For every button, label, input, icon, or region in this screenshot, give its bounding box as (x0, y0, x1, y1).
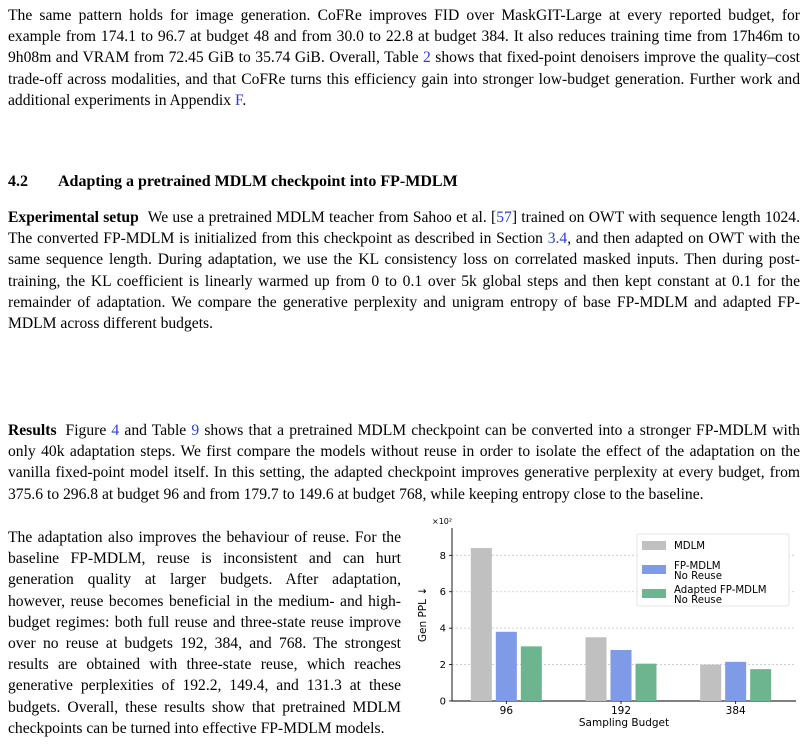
bar-1-192 (586, 637, 607, 701)
x-tick-label: 96 (499, 705, 514, 717)
p4-text: The adaptation also improves the behaviour of reuse. For the baseline FP-MDLM, reuse is inconsistent and can hurt generation quality at larger budgets. After adaptation, however, reuse becomes beneficial in the medium- and high-budget regimes: both full reuse and three-state reuse improve over no reuse at budgets 192, 384, and 768. The strongest results are obtained with three-state reuse, which reaches generative perplexities of 192.2, 149.4, and 131.3 at these budgets. Overall, these results show that pretrained MDLM checkpoints can be turned into effective FP-MDLM models. (8, 529, 401, 737)
y-tick-label: 8 (439, 550, 446, 562)
figure-ref-link[interactable]: 4 (111, 422, 120, 439)
p3-text-b: and Table (119, 422, 192, 439)
table-9-ref-link[interactable]: 9 (191, 422, 200, 439)
p3-text-c: shows that a pretrained MDLM checkpoint can be converted into a stronger FP-MDLM with only 40k adaptation steps. We first compare the models without reuse in order to isolate the effect of the adaptation on the vanilla fixed-point model itself. In this setting, the adapted checkpoint improves generative perplexity at every budget, from 375.6 to 296.8 at budget 96 and from 179.7 to 149.6 at budget 768, while keeping entropy close to the baseline. (8, 422, 800, 503)
bar-2-192 (611, 650, 632, 701)
paragraph-lead-results: Results (8, 422, 57, 439)
bar-1-96 (471, 548, 492, 701)
y-scale-label: ×10² (432, 517, 453, 526)
paragraph-lead-setup: Experimental setup (8, 209, 139, 226)
p3-text-a: Figure (65, 422, 112, 439)
legend-label: No Reuse (674, 571, 723, 582)
p1-text-b: shows that fixed-point denoisers improve the quality–cost trade-off across modalities, and that CoFRe turns this efficiency gain into stronger low-budget generation. Further work and additional experiments in Appendix (8, 49, 800, 109)
legend-label: MDLM (674, 541, 706, 552)
paragraph-reuse (8, 527, 401, 749)
legend-label: No Reuse (674, 595, 723, 606)
x-tick-label: 384 (725, 705, 746, 717)
p1-text-end: . (242, 91, 247, 109)
appendix-ref-link[interactable]: F (234, 91, 243, 109)
section-ref-link[interactable]: 3.4 (547, 230, 568, 248)
y-tick-label: 4 (439, 623, 446, 635)
section-heading (8, 173, 458, 191)
legend-label: FP-MDLM (674, 561, 721, 572)
legend-swatch (642, 541, 666, 550)
paragraph-experimental-setup (8, 207, 800, 334)
figure-gen-ppl-chart (410, 510, 800, 749)
y-axis-label: Gen PPL ↓ (417, 586, 429, 643)
y-tick-label: 6 (439, 587, 446, 599)
bar-chart (410, 510, 800, 749)
p2-text-b: ] trained on OWT with sequence length 1024. The converted FP-MDLM is initialized from this checkpoint as described in Section (8, 209, 800, 248)
x-tick-label: 192 (610, 705, 632, 717)
p2-text-a: We use a pretrained MDLM teacher from Sahoo et al. [ (147, 209, 497, 226)
y-tick-label: 2 (439, 660, 446, 672)
bar-2-96 (496, 632, 517, 701)
section-number: 4.2 (8, 173, 28, 190)
citation-link[interactable]: 57 (496, 209, 512, 226)
paragraph-image-generation (8, 5, 800, 111)
legend-swatch (642, 589, 666, 598)
paragraph-results (8, 420, 800, 505)
legend-swatch (642, 565, 666, 574)
legend-label: Adapted FP-MDLM (674, 585, 767, 596)
y-tick-label: 0 (439, 696, 446, 708)
bar-2-384 (725, 662, 746, 701)
p2-text-c: , and then adapted on OWT with the same sequence length. During adaptation, we use the KL consistency loss on correlated masked inputs. Then during post-training, the KL coefficient is linearly warmed up from 0 to 0.1 over 5k global steps and then kept constant at 0.1 for the remainder of adaptation. We compare the generative perplexity and unigram entropy of base FP-MDLM and adapted FP-MDLM across different budgets. (8, 230, 800, 333)
section-title: Adapting a pretrained MDLM checkpoint into FP-MDLM (58, 173, 458, 190)
table-ref-link[interactable]: 2 (422, 49, 431, 67)
x-axis-label: Sampling Budget (578, 717, 670, 729)
bar-3-96 (521, 646, 542, 701)
p1-text-a: The same pattern holds for image generation. CoFRe improves FID over MaskGIT-Large at every reported budget, for example from 174.1 to 96.7 at budget 48 and from 30.0 to 22.8 at budget 384. It also reduces training time from 17h46m to 9h08m and VRAM from 72.45 GiB to 35.74 GiB. Overall, Table (8, 7, 800, 67)
bar-3-384 (750, 669, 771, 701)
bar-3-192 (636, 664, 657, 701)
bar-1-384 (700, 665, 721, 701)
